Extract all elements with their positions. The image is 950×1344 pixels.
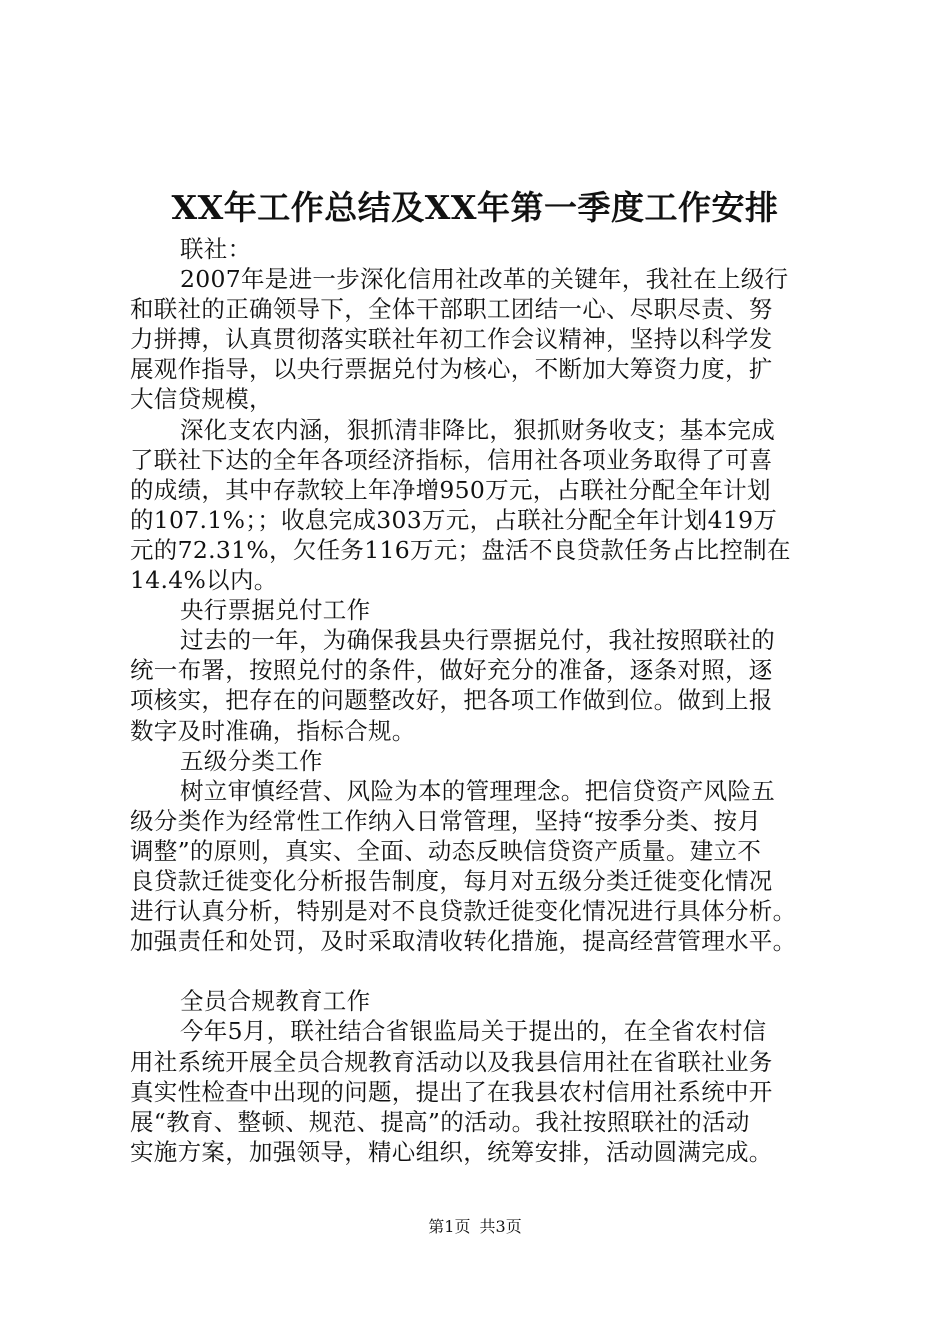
document-title: XX年工作总结及XX年第一季度工作安排	[171, 188, 779, 227]
paragraph-line: 实施方案，加强领导，精心组织，统筹安排，活动圆满完成。	[130, 1137, 773, 1166]
paragraph-line: 今年5月，联社结合省银监局关于提出的，在全省农村信	[180, 1017, 767, 1046]
page-footer	[0, 1216, 950, 1238]
paragraph-line: 过去的一年，为确保我县央行票据兑付，我社按照联社的	[180, 626, 775, 655]
paragraph-line: 元的72.31%，欠任务116万元；盘活不良贷款任务占比控制在	[130, 535, 791, 564]
paragraph-line: 统一布署，按照兑付的条件，做好充分的准备，逐条对照，逐	[130, 656, 773, 685]
document-body	[130, 234, 842, 1167]
paragraph-line: 14.4%以内。	[130, 566, 278, 595]
paragraph-line: 了联社下达的全年各项经济指标，信用社各项业务取得了可喜	[130, 445, 773, 474]
page-number: 第1页	[428, 1217, 471, 1236]
page-total: 共3页	[479, 1217, 522, 1236]
paragraph-line: 级分类作为经常性工作纳入日常管理，坚持“按季分类、按月	[130, 806, 762, 835]
paragraph-line: 展观作指导，以央行票据兑付为核心，不断加大筹资力度，扩	[130, 355, 773, 384]
paragraph-line: 的107.1%；；收息完成303万元，占联社分配全年计划419万	[130, 505, 778, 534]
paragraph-line: 2007年是进一步深化信用社改革的关键年，我社在上级行	[180, 265, 789, 294]
paragraph-line: 项核实，把存在的问题整改好，把各项工作做到位。做到上报	[130, 686, 773, 715]
paragraph-line: 调整”的原则，真实、全面、动态反映信贷资产质量。建立不	[130, 836, 762, 865]
paragraph-line: 大信贷规模，	[130, 385, 273, 414]
section-heading: 五级分类工作	[180, 746, 323, 775]
section-heading: 全员合规教育工作	[180, 987, 371, 1016]
paragraph-line: 和联社的正确领导下，全体干部职工团结一心、尽职尽责、努	[130, 295, 773, 324]
paragraph-line: 加强责任和处罚，及时采取清收转化措施，提高经营管理水平。	[130, 927, 797, 956]
paragraph-line: 展“教育、整顿、规范、提高”的活动。我社按照联社的活动	[130, 1107, 750, 1136]
section-heading: 央行票据兑付工作	[180, 596, 371, 625]
salutation: 联社：	[180, 235, 252, 263]
paragraph-line: 深化支农内涵，狠抓清非降比，狠抓财务收支；基本完成	[180, 415, 775, 444]
paragraph-line: 用社系统开展全员合规教育活动以及我县信用社在省联社业务	[130, 1047, 773, 1076]
paragraph-line: 真实性检查中出现的问题，提出了在我县农村信用社系统中开	[130, 1077, 773, 1106]
paragraph-line: 良贷款迁徙变化分析报告制度，每月对五级分类迁徙变化情况	[130, 866, 773, 895]
paragraph-line: 树立审慎经营、风险为本的管理理念。把信贷资产风险五	[180, 776, 775, 805]
paragraph-line: 数字及时准确，指标合规。	[130, 716, 416, 745]
paragraph-line: 进行认真分析，特别是对不良贷款迁徙变化情况进行具体分析。	[130, 897, 797, 926]
paragraph-line: 的成绩，其中存款较上年净增950万元，占联社分配全年计划	[130, 475, 771, 504]
paragraph-line: 力拼搏，认真贯彻落实联社年初工作会议精神，坚持以科学发	[130, 325, 773, 354]
blank-line	[130, 956, 842, 986]
